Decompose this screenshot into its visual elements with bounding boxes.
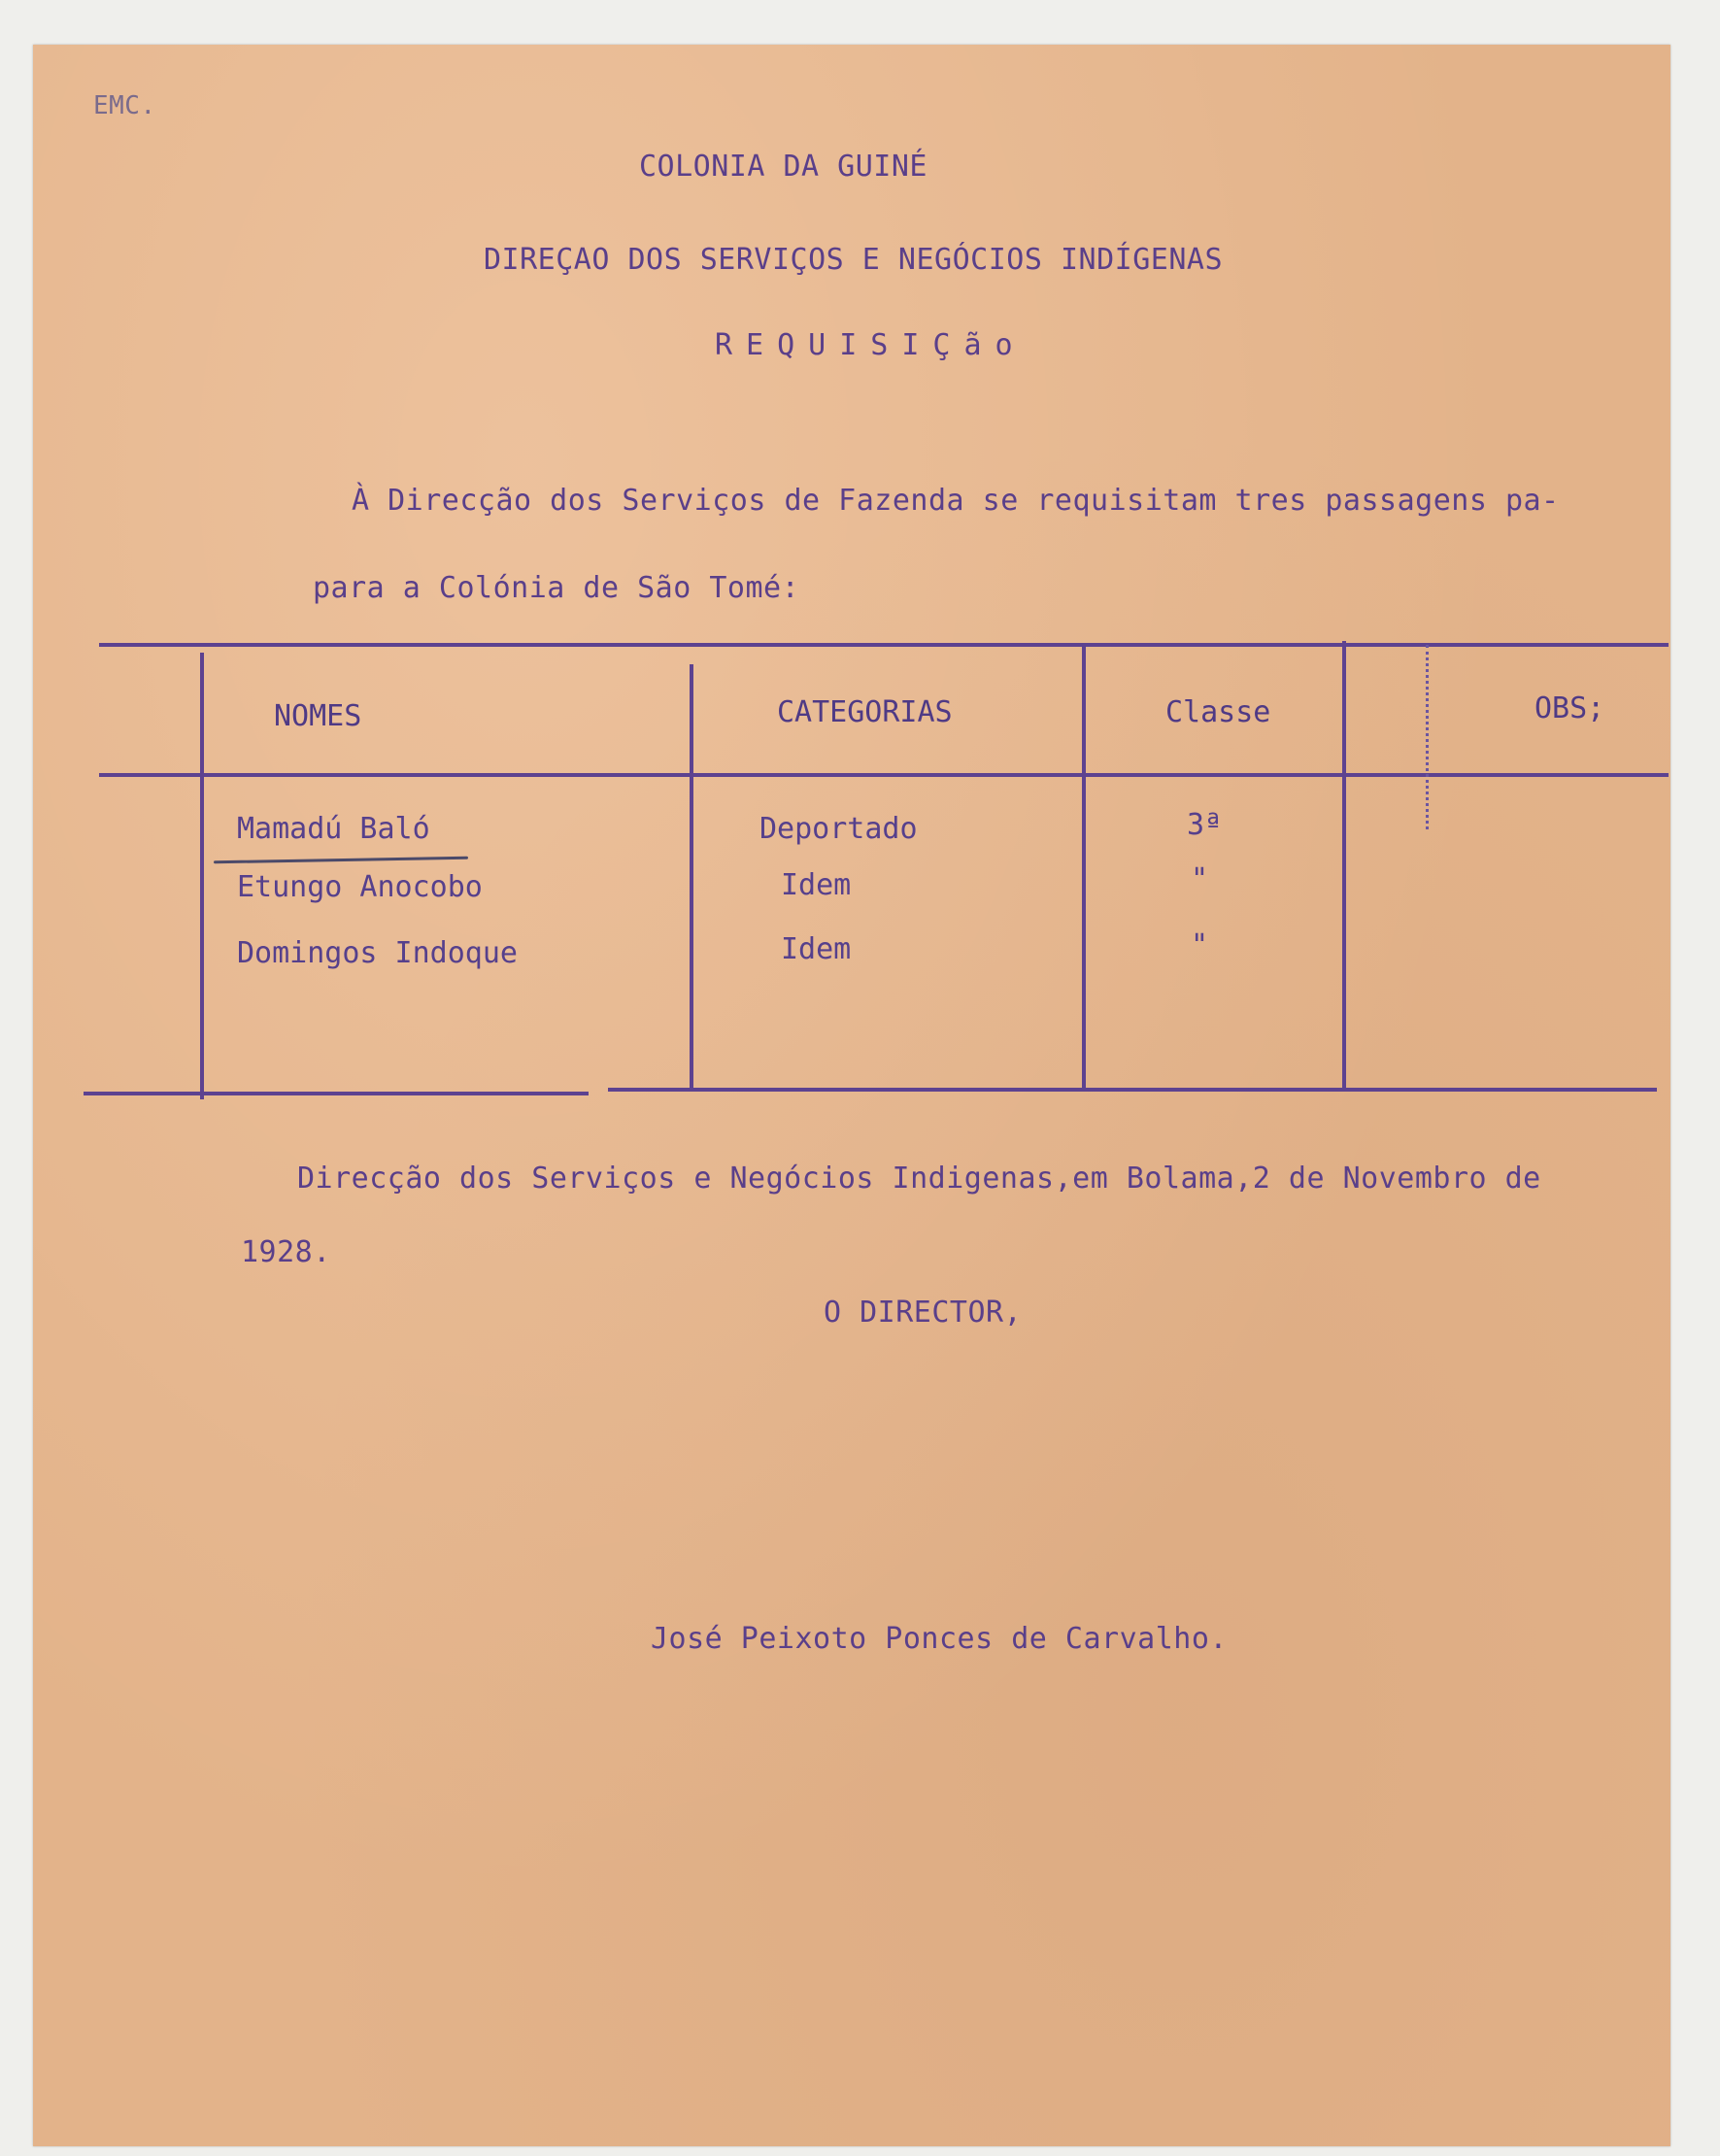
col-header-categorias: CATEGORIAS — [777, 695, 953, 729]
row-classe: " — [1191, 862, 1209, 896]
table-header-border — [99, 773, 1669, 777]
table-bottom-border-left — [84, 1092, 589, 1095]
reference-mark: EMC. — [93, 91, 156, 120]
col-header-obs: OBS; — [1535, 691, 1605, 725]
closing-date-year: 1928. — [241, 1235, 331, 1269]
signatory-name: José Peixoto Ponces de Carvalho. — [651, 1622, 1228, 1656]
table-top-border — [99, 643, 1669, 647]
directorate-heading: DIREÇAO DOS SERVIÇOS E NEGÓCIOS INDÍGENAS — [484, 243, 1224, 277]
body-line-1: À Direcção dos Serviços de Fazenda se requisitam tres passagens pa- — [352, 484, 1560, 518]
closing-line-1: Direcção dos Serviços e Negócios Indigenas,em Bolama,2 de Novembro de — [297, 1162, 1541, 1196]
signatory-role: O DIRECTOR, — [824, 1296, 1023, 1330]
row-classe: 3ª — [1187, 808, 1223, 842]
table-col-divider-3 — [1082, 645, 1086, 1092]
col-header-nomes: NOMES — [274, 699, 362, 733]
document-title: REQUISIÇão — [715, 328, 1027, 362]
row-categoria: Idem — [781, 932, 852, 966]
body-line-2: para a Colónia de São Tomé: — [313, 571, 800, 605]
table-bottom-border-right — [608, 1088, 1657, 1092]
row-nome: Domingos Indoque — [237, 936, 518, 970]
col-header-classe: Classe — [1165, 695, 1271, 729]
row-classe: " — [1191, 928, 1209, 962]
row-categoria: Deportado — [759, 812, 918, 846]
table-col-divider-2 — [690, 664, 693, 1092]
colony-heading: COLONIA DA GUINÉ — [639, 150, 927, 184]
table-col-divider-1 — [200, 653, 204, 1099]
table-col-divider-4 — [1342, 641, 1346, 1090]
row-nome: Mamadú Baló — [237, 812, 430, 846]
row-categoria: Idem — [781, 868, 852, 902]
row-nome: Etungo Anocobo — [237, 870, 483, 904]
table-dotted-guide — [1426, 645, 1429, 829]
